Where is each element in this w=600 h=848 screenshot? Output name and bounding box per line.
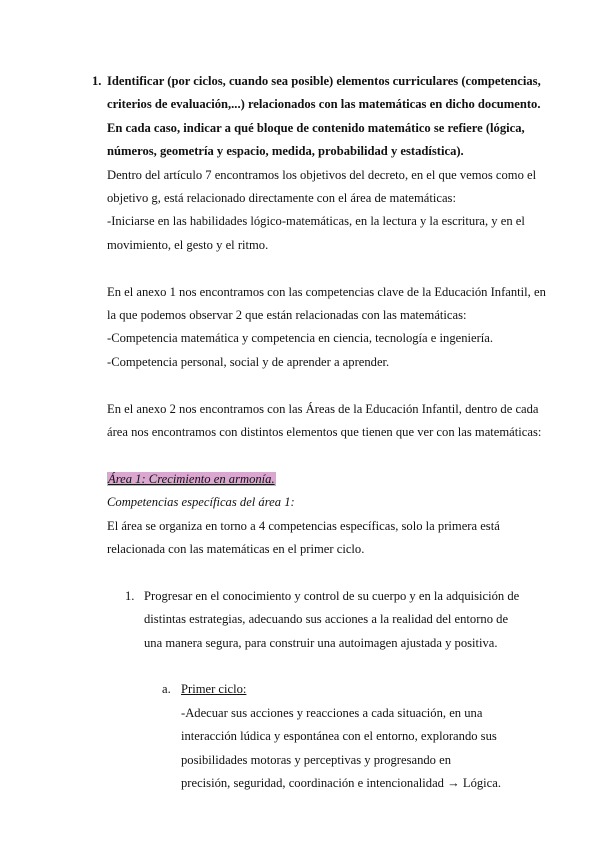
area-title: Área 1: Crecimiento en armonía.: [108, 471, 275, 486]
cycle-title: Primer ciclo:: [181, 682, 247, 697]
area-subtitle: Competencias específicas del área 1:: [107, 495, 295, 510]
paragraph-objective-g: -Iniciarse en las habilidades lógico-matemáticas, en la lectura y la escritura, y en el movimiento, el gesto y el ritmo.: [107, 214, 525, 252]
spacer: [107, 257, 547, 280]
question-title: Identificar (por ciclos, cuando sea posible) elementos curriculares (competencias, criterios de evaluación,...) relacionados con las matemáticas en dicho documento. En cada caso, indicar a qué bloque de contenido matemático se refiere (lógica, números, geometría y espacio, medida, probabilidad y estadística).: [107, 74, 541, 159]
paragraph-competency-personal: -Competencia personal, social y de aprender a aprender.: [107, 354, 390, 369]
question-block: [107, 70, 547, 796]
paragraph-annex-1: En el anexo 1 nos encontramos con las competencias clave de la Educación Infantil, en la que podemos observar 2 que están relacionadas con las matemáticas:: [107, 284, 546, 323]
area-text: El área se organiza en torno a 4 competencias específicas, solo la primera está relacionada con las matemáticas en el primer ciclo.: [107, 518, 500, 557]
competency-list-item: [107, 585, 529, 796]
competency-number: 1.: [125, 588, 135, 603]
cycle-list-item: [144, 678, 501, 795]
competency-text: Progresar en el conocimiento y control de su cuerpo y en la adquisición de distintas estrategias, adecuando sus acciones a la realidad del entorno de una manera segura, para construir una autoimagen ajustada y positiva.: [144, 588, 520, 650]
paragraph-annex-2: En el anexo 2 nos encontramos con las Áreas de la Educación Infantil, dentro de cada área nos encontramos con distintos elementos que tienen que ver con las matemáticas:: [107, 401, 542, 440]
spacer: [107, 444, 547, 467]
cycle-text: -Adecuar sus acciones y reacciones a cada situación, en una interacción lúdica y espontánea con el entorno, explorando sus posibilidades motoras y perceptivas y progresando en precisión, seguridad, coordinación e intencionalidad → Lógica.: [181, 705, 501, 791]
paragraph-competency-math: -Competencia matemática y competencia en ciencia, tecnología e ingeniería.: [107, 331, 494, 346]
spacer: [107, 374, 547, 397]
paragraph-objectives: Dentro del artículo 7 encontramos los objetivos del decreto, en el que vemos como el objetivo g, está relacionado directamente con el área de matemáticas:: [107, 167, 537, 206]
question-number: 1.: [92, 74, 102, 88]
area-heading-line: [107, 468, 547, 491]
cycle-letter: a.: [162, 682, 171, 697]
